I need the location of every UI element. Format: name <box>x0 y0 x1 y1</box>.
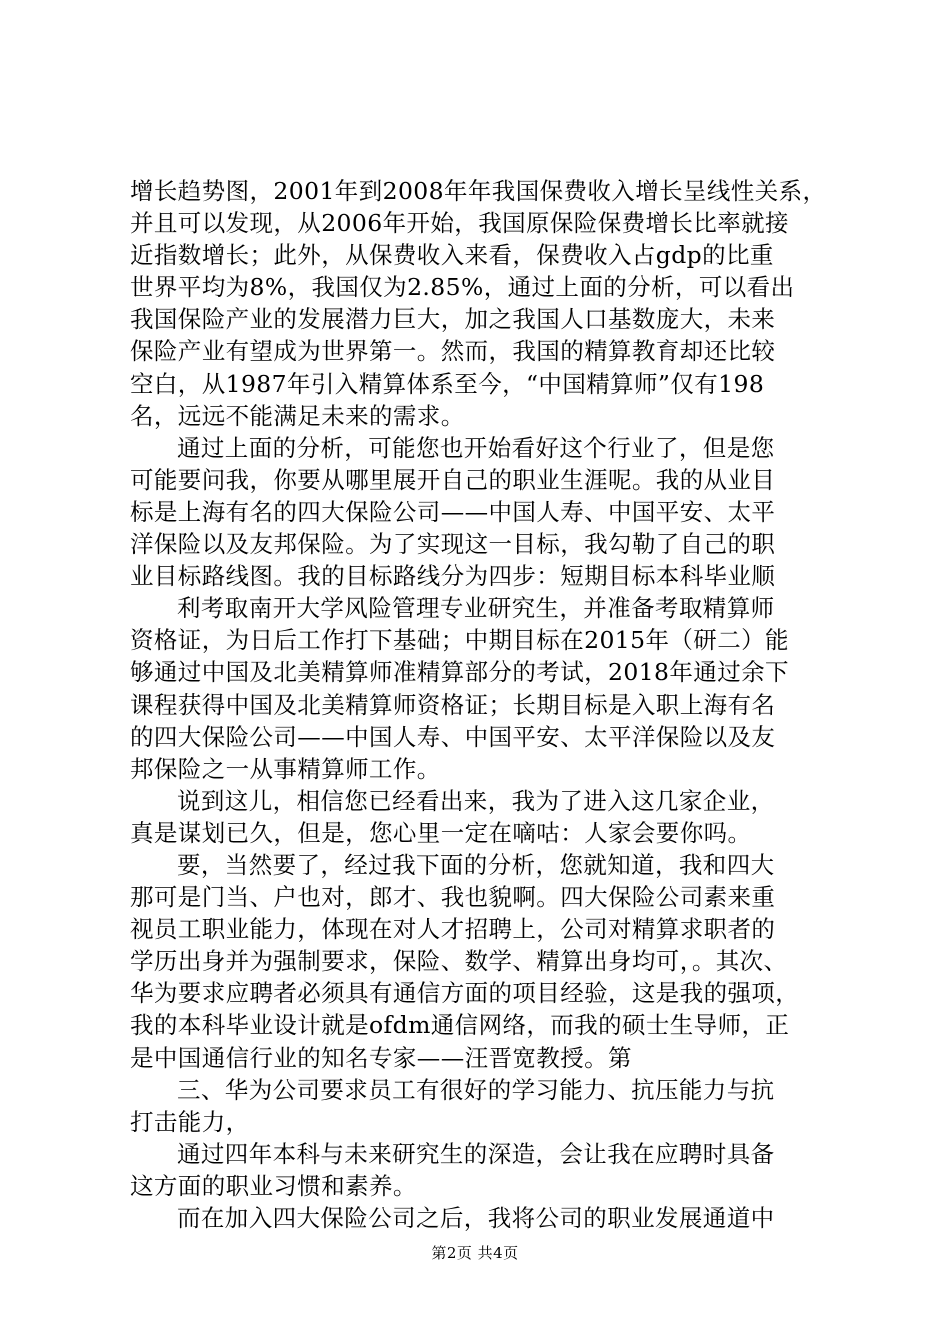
text-line: 华为要求应聘者必须具有通信方面的项目经验，这是我的强项， <box>130 979 800 1008</box>
text-line: 通过上面的分析，可能您也开始看好这个行业了，但是您 <box>177 433 775 462</box>
text-line: 视员工职业能力，体现在对人才招聘上，公司对精算求职者的 <box>130 915 776 944</box>
text-line: 业目标路线图。我的目标路线分为四步：短期目标本科毕业顺 <box>130 562 776 591</box>
text-line: 那可是门当、户也对，郎才、我也貌啊。四大保险公司素来重 <box>130 883 776 912</box>
text-line: 世界平均为8%，我国仅为2.85%，通过上面的分析，可以看出 <box>130 273 795 302</box>
text-line: 利考取南开大学风险管理专业研究生，并准备考取精算师 <box>177 594 775 623</box>
text-line: 并且可以发现，从2006年开始，我国原保险保费增长比率就接 <box>130 209 789 238</box>
text-line: 三、华为公司要求员工有很好的学习能力、抗压能力与抗 <box>177 1075 775 1104</box>
text-line: 资格证，为日后工作打下基础；中期目标在2015年（研二）能 <box>130 626 789 655</box>
text-line: 标是上海有名的四大保险公司——中国人寿、中国平安、太平 <box>130 497 776 526</box>
text-line: 要，当然要了，经过我下面的分析，您就知道，我和四大 <box>177 850 775 879</box>
page-footer: 第2页 共4页 <box>431 1244 519 1262</box>
text-line: 空白，从1987年引入精算体系至今，“中国精算师”仅有198 <box>130 369 765 398</box>
text-line: 保险产业有望成为世界第一。然而，我国的精算教育却还比较 <box>130 337 776 366</box>
text-line: 可能要问我，你要从哪里展开自己的职业生涯呢。我的从业目 <box>130 465 776 494</box>
text-line: 打击能力， <box>130 1107 250 1136</box>
text-line: 通过四年本科与未来研究生的深造，会让我在应聘时具备 <box>177 1139 775 1168</box>
text-line: 课程获得中国及北美精算师资格证；长期目标是入职上海有名 <box>130 690 776 719</box>
text-line: 这方面的职业习惯和素养。 <box>130 1171 417 1200</box>
body-text <box>130 175 830 1234</box>
text-line: 的四大保险公司——中国人寿、中国平安、太平洋保险以及友 <box>130 722 776 751</box>
text-line: 说到这儿，相信您已经看出来，我为了进入这几家企业， <box>177 786 775 815</box>
text-line: 我的本科毕业设计就是ofdm通信网络，而我的硕士生导师，正 <box>130 1011 790 1040</box>
text-line: 名，远远不能满足未来的需求。 <box>130 401 465 430</box>
text-line: 是中国通信行业的知名专家——汪晋宽教授。第 <box>130 1043 632 1072</box>
text-line: 洋保险以及友邦保险。为了实现这一目标，我勾勒了自己的职 <box>130 530 776 559</box>
text-line: 增长趋势图，2001年到2008年年我国保费收入增长呈线性关系， <box>130 177 827 205</box>
text-line: 我国保险产业的发展潜力巨大，加之我国人口基数庞大，未来 <box>130 305 776 334</box>
text-line: 邦保险之一从事精算师工作。 <box>130 754 441 783</box>
text-line: 近指数增长；此外，从保费收入来看，保费收入占gdp的比重 <box>130 241 774 270</box>
text-line: 真是谋划已久，但是，您心里一定在嘀咕：人家会要你吗。 <box>130 818 752 847</box>
text-line: 而在加入四大保险公司之后，我将公司的职业发展通道中 <box>177 1204 775 1232</box>
text-line: 够通过中国及北美精算师准精算部分的考试，2018年通过余下 <box>130 658 789 687</box>
text-line: 学历出身并为强制要求，保险、数学、精算出身均可，。其次、 <box>130 947 788 976</box>
